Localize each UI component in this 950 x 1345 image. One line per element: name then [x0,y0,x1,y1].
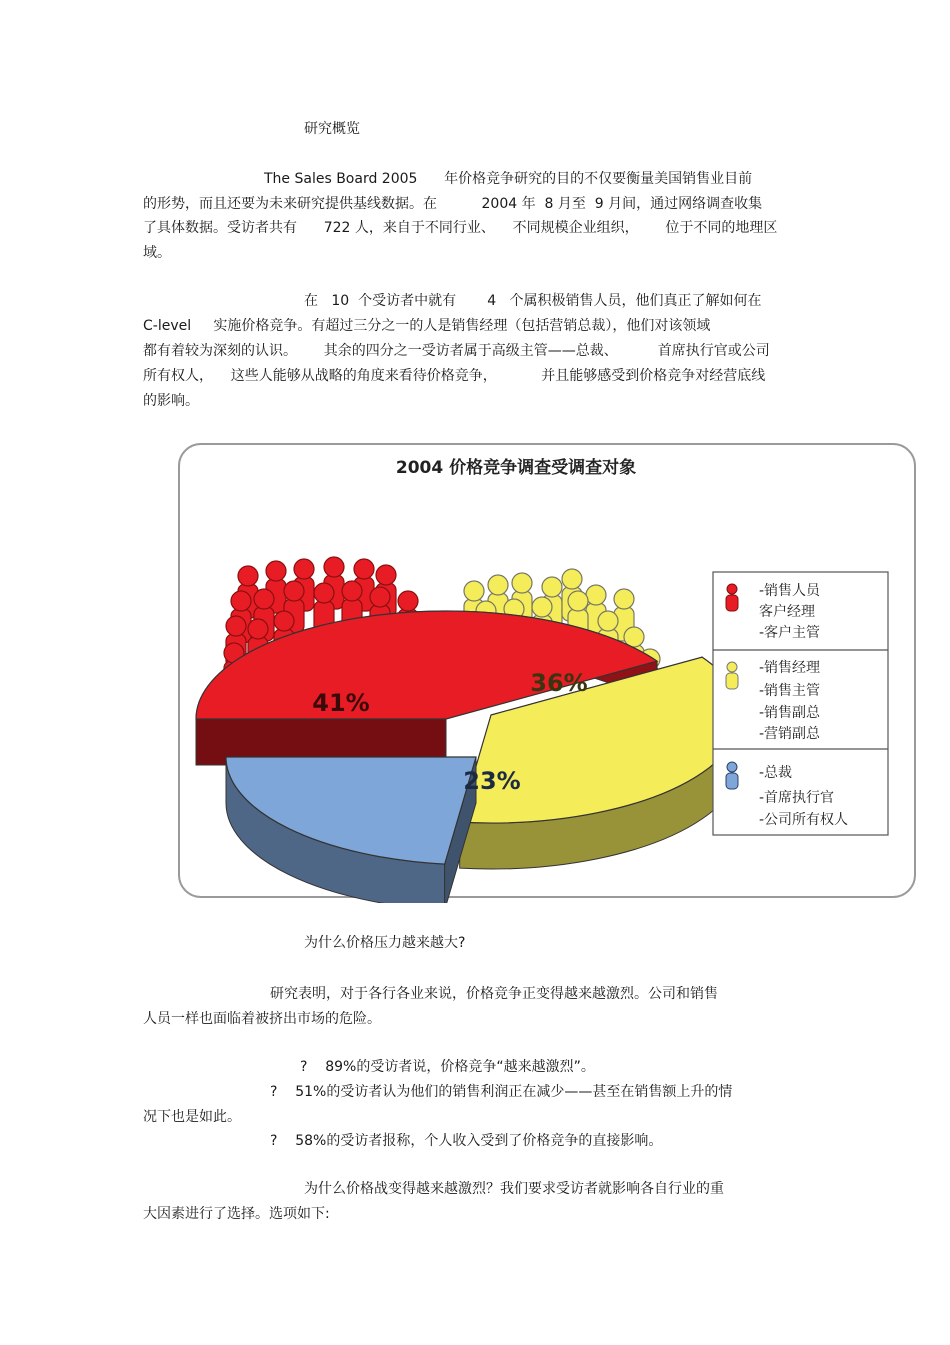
para3-line1: 研究表明，对于各行各业来说，价格竞争正变得越来越激烈。公司和销售 [270,986,718,1002]
legend-red-1: -销售人员 [759,583,821,599]
legend-yellow-1: -销售经理 [759,660,821,676]
legend-blue-3: -公司所有权人 [759,812,849,828]
para4-line1: 为什么价格战变得越来越激烈？我们要求受访者就影响各自行业的重 [304,1181,724,1197]
slice-label-23: 23% [463,767,521,795]
bullet-89: ? 89%的受访者说，价格竞争“越来越激烈”。 [300,1059,595,1075]
legend-red-person-icon [726,584,738,611]
para4-line2: 大因素进行了选择。选项如下: [143,1206,330,1222]
para2-line3: 都有着较为深刻的认识。 其余的四分之一受访者属于高级主管——总裁、 首席执行官或公司 [143,343,770,359]
para3-line2: 人员一样也面临着被挤出市场的危险。 [143,1011,381,1027]
survey-pie-chart [176,441,921,903]
para2-line2: C-level 实施价格竞争。有超过三分之一的人是销售经理（包括营销总裁），他们对该领域 [143,318,711,334]
para2-line5: 的影响。 [143,393,199,409]
para2-line1: 在 10 个受访者中就有 4 个属积极销售人员，他们真正了解如何在 [304,293,762,309]
legend-yellow-person-icon [726,662,738,689]
legend-yellow-2: -销售主管 [759,683,821,699]
chart-legend [713,572,888,835]
legend-blue-1: -总裁 [759,765,793,781]
slice-label-41: 41% [312,689,370,717]
legend-yellow-3: -销售副总 [759,705,821,721]
para1-line1: The Sales Board 2005 年价格竞争研究的目的不仅要衡量美国销售业目前 [264,171,753,187]
legend-blue-person-icon [726,762,738,789]
slice-label-36: 36% [530,669,588,697]
bullet-51-line1: ? 51%的受访者认为他们的销售利润正在减少——甚至在销售额上升的情 [270,1084,733,1100]
bullet-51-line2: 况下也是如此。 [143,1109,241,1125]
para2-line4: 所有权人， 这些人能够从战略的角度来看待价格竞争， 并且能够感受到价格竞争对经营底线 [143,368,766,384]
legend-red-3: -客户主管 [759,625,821,641]
legend-yellow-4: -营销副总 [759,726,821,742]
bullet-58: ? 58%的受访者报称，个人收入受到了价格竞争的直接影响。 [270,1133,663,1149]
legend-red-2: 客户经理 [759,604,815,620]
para1-line3: 了具体数据。受访者共有 722 人，来自于不同行业、 不同规模企业组织， 位于不同的地理区 [143,220,778,236]
heading-research-overview: 研究概览 [304,121,360,137]
legend-blue-2: -首席执行官 [759,790,835,806]
heading-price-pressure: 为什么价格压力越来越大? [304,935,466,951]
para1-line2: 的形势，而且还要为未来研究提供基线数据。在 2004 年 8 月至 9 月间，通过网络调查收集 [143,196,763,212]
para1-line4: 域。 [143,245,171,261]
chart-title: 2004 价格竞争调查受调查对象 [395,458,637,478]
